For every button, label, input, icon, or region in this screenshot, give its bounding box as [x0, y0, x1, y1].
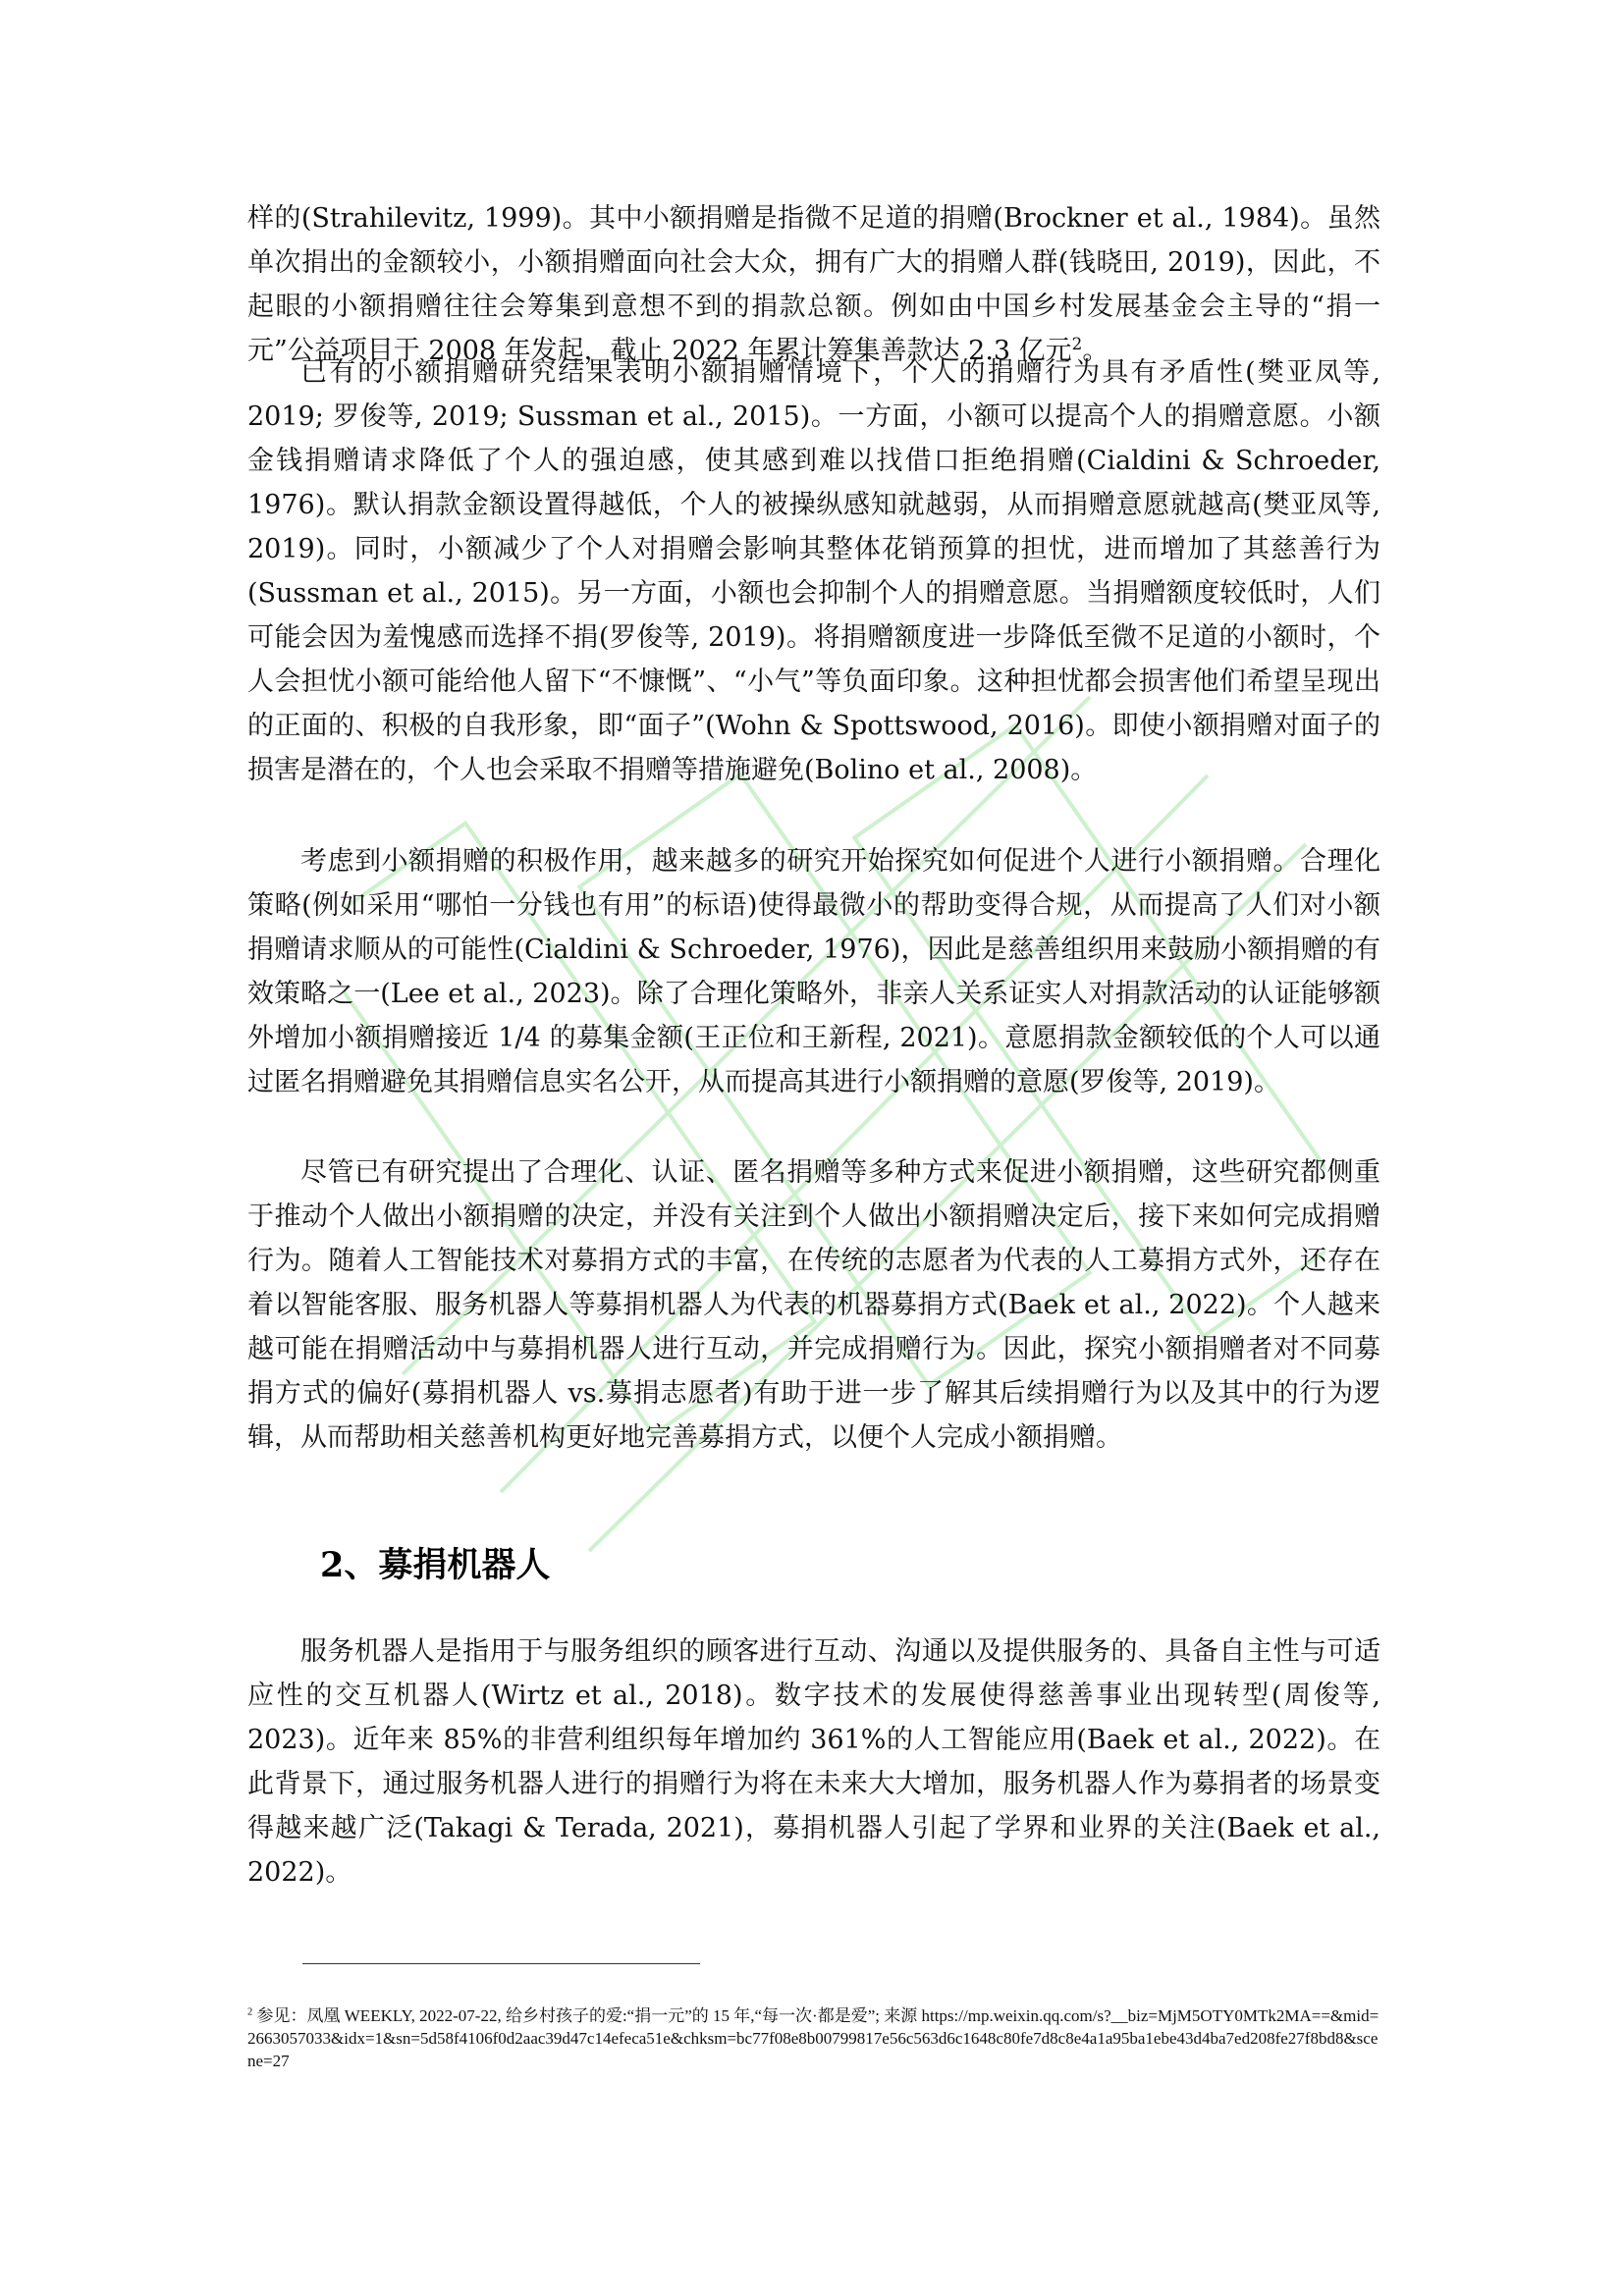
- paragraph-3: 考虑到小额捐赠的积极作用，越来越多的研究开始探究如何促进个人进行小额捐赠。合理化策略(例如采用“哪怕一分钱也有用”的标语)使得最微小的帮助变得合规，从而提高了人们对小额捐赠请求顺从的可能性(Cialdini & Schroeder, 1976)，因此是慈善组织用来鼓励小额捐赠的有效策略之一(Lee et al., 2023)。除了合理化策略外，非亲人关系证实人对捐款活动的认证能够额外增加小额捐赠接近 1/4 的募集金额(王正位和王新程, 2021)。意愿捐款金额较低的个人可以通过匿名捐赠避免其捐赠信息实名公开，从而提高其进行小额捐赠的意愿(罗俊等, 2019)。: [247, 846, 1380, 1097]
- paragraph-4: 尽管已有研究提出了合理化、认证、匿名捐赠等多种方式来促进小额捐赠，这些研究都侧重于推动个人做出小额捐赠的决定，并没有关注到个人做出小额捐赠决定后，接下来如何完成捐赠行为。随着人工智能技术对募捐方式的丰富，在传统的志愿者为代表的人工募捐方式外，还存在着以智能客服、服务机器人等募捐机器人为代表的机器募捐方式(Baek et al., 2022)。个人越来越可能在捐赠活动中与募捐机器人进行互动，并完成捐赠行为。因此，探究小额捐赠者对不同募捐方式的偏好(募捐机器人 vs.募捐志愿者)有助于进一步了解其后续捐赠行为以及其中的行为逻辑，从而帮助相关慈善机构更好地完善募捐方式，以便个人完成小额捐赠。: [247, 1157, 1380, 1453]
- paragraph-1: 样的(Strahilevitz, 1999)。其中小额捐赠是指微不足道的捐赠(Brockner et al., 1984)。虽然单次捐出的金额较小，小额捐赠面向社会大众，拥有广大的捐赠人群(钱晓田, 2019)，因此，不起眼的小额捐赠往往会筹集到意想不到的捐款总额。例如由中国乡村发展基金会主导的“捐一元”公益项目于 2008 年发起，截止 2022 年累计筹集善款达 2.3 亿元$^2$。: [247, 203, 1380, 366]
- footnote-divider: [302, 1963, 700, 1964]
- footnote-marker: 2: [247, 2006, 253, 2018]
- section-heading: 2、募捐机器人: [320, 1545, 551, 1585]
- paragraph-2: 已有的小额捐赠研究结果表明小额捐赠情境下，个人的捐赠行为具有矛盾性(樊亚凤等, 2019; 罗俊等, 2019; Sussman et al., 2015)。一方面，小额可以提高个人的捐赠意愿。小额金钱捐赠请求降低了个人的强迫感，使其感到难以找借口拒绝捐赠(Cialdini & Schroeder, 1976)。默认捐款金额设置得越低，个人的被操纵感知就越弱，从而捐赠意愿就越高(樊亚凤等, 2019)。同时，小额减少了个人对捐赠会影响其整体花销预算的担忧，进而增加了其慈善行为(Sussman et al., 2015)。另一方面，小额也会抑制个人的捐赠意愿。当捐赠额度较低时，人们可能会因为羞愧感而选择不捐(罗俊等, 2019)。将捐赠额度进一步降低至微不足道的小额时，个人会担忧小额可能给他人留下“不慷慨”、“小气”等负面印象。这种担忧都会损害他们希望呈现出的正面的、积极的自我形象，即“面子”(Wohn & Spottswood, 2016)。即使小额捐赠对面子的损害是潜在的，个人也会采取不捐赠等措施避免(Bolino et al., 2008)。: [247, 357, 1380, 785]
- paragraph-6: 服务机器人是指用于与服务组织的顾客进行互动、沟通以及提供服务的、具备自主性与可适应性的交互机器人(Wirtz et al., 2018)。数字技术的发展使得慈善事业出现转型(周俊等, 2023)。近年来 85%的非营利组织每年增加约 361%的人工智能应用(Baek et al., 2022)。在此背景下，通过服务机器人进行的捐赠行为将在未来大大增加，服务机器人作为募捐者的场景变得越来越广泛(Takagi & Terada, 2021)，募捐机器人引起了学界和业界的关注(Baek et al., 2022)。: [247, 1636, 1380, 1888]
- footnote-text: 参见：凤凰 WEEKLY, 2022-07-22, 给乡村孩子的爱:“捐一元”的 15 年,“每一次·都是爱”; 来源 https://mp.weixin.qq.com/s?__biz=MjM5OTY0MTk2MA==&mid=2663057033&idx=1&sn=5d58f4106f0d2aac39d47c14efeca51e&chksm=bc77f08e8b00799817e56c563d6c1648c80fe7d8c8e4a1a95ba1ebe43d4ba7ed208fe27f8bd8&scene=27: [247, 2006, 1380, 2070]
- footnote-ref[interactable]: 2: [1071, 334, 1083, 353]
- footnote: [247, 2004, 1380, 2072]
